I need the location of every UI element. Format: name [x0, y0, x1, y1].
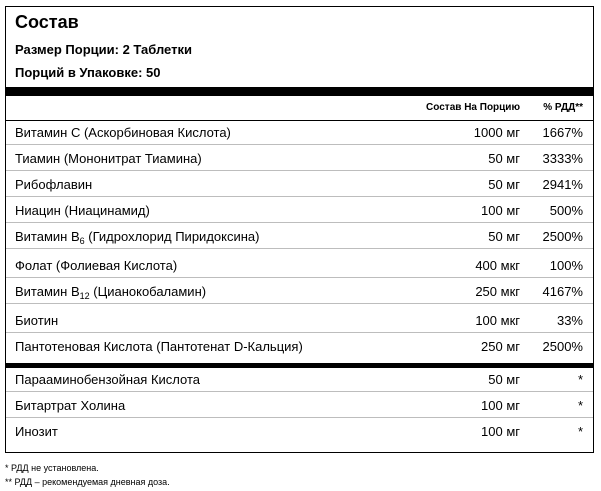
- nutrient-rdd: 2941%: [542, 177, 583, 192]
- nutrient-rdd: 33%: [556, 313, 583, 328]
- nutrient-rdd: 500%: [549, 203, 583, 218]
- ingredient-name: Инозит: [15, 424, 58, 439]
- nutrient-rdd: 3333%: [542, 151, 583, 166]
- nutrient-amount: 1000 мг: [473, 125, 520, 140]
- row-divider: [6, 391, 593, 392]
- row-divider: [6, 248, 593, 249]
- table-row: [6, 420, 593, 444]
- row-divider: [6, 417, 593, 418]
- table-row: [6, 335, 593, 359]
- row-divider: [6, 170, 593, 171]
- table-row: [6, 309, 593, 333]
- nutrient-name: Тиамин (Мононитрат Тиамина): [15, 151, 202, 166]
- table-row: [6, 225, 593, 249]
- nutrient-rdd: 1667%: [542, 125, 583, 140]
- nutrient-rdd: 4167%: [542, 284, 583, 299]
- nutrient-amount: 100 мг: [481, 203, 520, 218]
- nutrient-name: Витамин $B_6$ (Гидрохлорид Пиридоксина): [15, 229, 260, 246]
- ingredient-name: Парааминобензойная Кислота: [15, 372, 200, 387]
- nutrient-name: Рибофлавин: [15, 177, 93, 192]
- nutrient-rdd: 100%: [549, 258, 583, 273]
- nutrient-name: Пантотеновая Кислота (Пантотенат D-Кальция): [15, 339, 303, 354]
- ingredient-rdd: *: [577, 424, 583, 439]
- servings-per-container: Порций в Упаковке: 50: [15, 65, 161, 80]
- table-row: [6, 280, 593, 304]
- ingredient-name: Битартрат Холина: [15, 398, 126, 413]
- nutrient-amount: 250 мкг: [475, 284, 520, 299]
- nutrient-amount: 400 мкг: [475, 258, 520, 273]
- nutrient-rdd: 2500%: [542, 229, 583, 244]
- column-header-amount: Состав На Порцию: [426, 102, 520, 113]
- nutrient-name: Ниацин (Ниацинамид): [15, 203, 150, 218]
- nutrient-amount: 250 мг: [481, 339, 520, 354]
- footnote-not-established: * РДД не установлена.: [5, 463, 99, 473]
- table-row: [6, 147, 593, 171]
- nutrient-name: Витамин $B_{12}$ (Цианокобаламин): [15, 284, 207, 301]
- ingredient-rdd: *: [577, 398, 583, 413]
- serving-size: Размер Порции: 2 Таблетки: [15, 42, 192, 57]
- row-divider: [6, 196, 593, 197]
- column-header-rdd: % РДД**: [543, 102, 583, 113]
- nutrient-name: Витамин С (Аскорбиновая Кислота): [15, 125, 231, 140]
- table-row: [6, 199, 593, 223]
- row-divider: [6, 144, 593, 145]
- footnote-rdd-definition: ** РДД – рекомендуемая дневная доза.: [5, 477, 170, 487]
- ingredient-amount: 50 мг: [488, 372, 520, 387]
- table-row: [6, 121, 593, 145]
- supplement-facts-panel: [5, 6, 594, 453]
- row-divider: [6, 332, 593, 333]
- row-divider: [6, 222, 593, 223]
- ingredient-amount: 100 мг: [481, 424, 520, 439]
- table-row: [6, 254, 593, 278]
- thick-divider-top: [6, 87, 593, 96]
- row-divider: [6, 277, 593, 278]
- nutrient-amount: 50 мг: [488, 151, 520, 166]
- nutrient-rdd: 2500%: [542, 339, 583, 354]
- nutrient-name: Фолат (Фолиевая Кислота): [15, 258, 178, 273]
- nutrient-amount: 100 мкг: [475, 313, 520, 328]
- table-row: [6, 368, 593, 392]
- nutrient-name: Биотин: [15, 313, 59, 328]
- table-row: [6, 173, 593, 197]
- panel-title: Состав: [15, 12, 79, 32]
- row-divider: [6, 303, 593, 304]
- ingredient-rdd: *: [577, 372, 583, 387]
- nutrient-amount: 50 мг: [488, 229, 520, 244]
- table-row: [6, 394, 593, 418]
- nutrient-amount: 50 мг: [488, 177, 520, 192]
- ingredient-amount: 100 мг: [481, 398, 520, 413]
